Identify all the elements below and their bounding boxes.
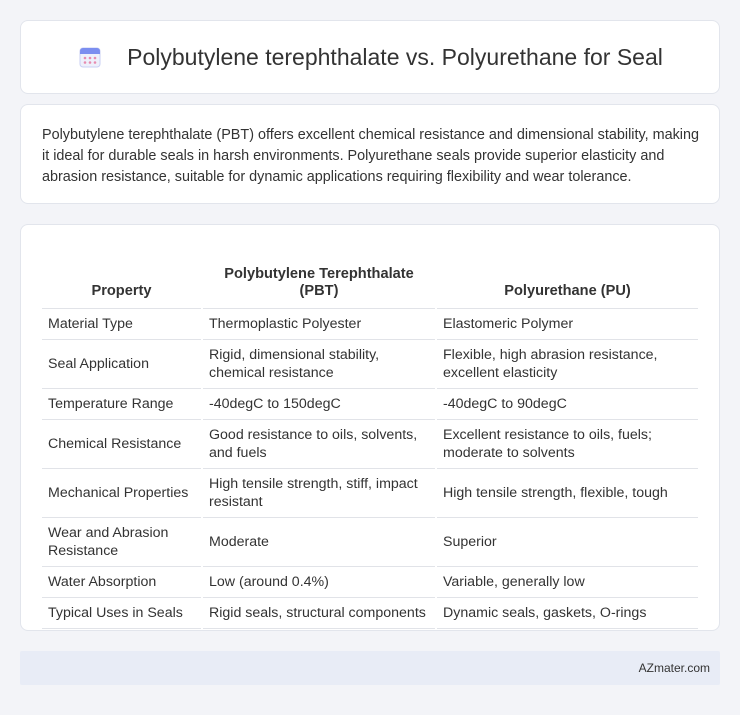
pbt-cell: Rigid, dimensional stability, chemical resistance xyxy=(202,339,436,388)
intro-paragraph: Polybutylene terephthalate (PBT) offers excellent chemical resistance and dimensional stability, making it ideal for durable seals in harsh environments. Polyurethane seals provide superior elasticity and abrasion resistance, suitable for dynamic applications requiring flexibility and wear tolerance. xyxy=(42,127,699,185)
pu-cell: Dynamic seals, gaskets, O-rings xyxy=(436,597,698,628)
pu-cell: Superior xyxy=(436,517,698,566)
footer-brand: AZmater.com xyxy=(638,661,710,675)
pbt-cell: High tensile strength, stiff, impact resistant xyxy=(202,468,436,517)
pbt-cell: Good resistance to oils, solvents, and fuels xyxy=(202,419,436,468)
table-row xyxy=(42,566,698,597)
table-row xyxy=(42,388,698,419)
table-row xyxy=(42,517,698,566)
property-cell: Chemical Resistance xyxy=(42,419,202,468)
pbt-cell: Low (around 0.4%) xyxy=(202,566,436,597)
pu-cell: High tensile strength, flexible, tough xyxy=(436,468,698,517)
table-row xyxy=(42,419,698,468)
table-row xyxy=(42,308,698,339)
pu-cell: Elastomeric Polymer xyxy=(436,308,698,339)
pu-cell: Variable, generally low xyxy=(436,566,698,597)
pu-cell: Excellent resistance to oils, fuels; moderate to solvents xyxy=(436,419,698,468)
property-cell: Material Type xyxy=(42,308,202,339)
pbt-cell: Thermoplastic Polyester xyxy=(202,308,436,339)
property-cell: Wear and Abrasion Resistance xyxy=(42,517,202,566)
column-header-pu: Polyurethane (PU) xyxy=(436,245,698,308)
comparison-table-card xyxy=(20,224,720,631)
table-row xyxy=(42,468,698,517)
table-row xyxy=(42,597,698,628)
table-row xyxy=(42,339,698,388)
page-title: Polybutylene terephthalate vs. Polyurethane for Seal xyxy=(127,43,663,70)
pbt-cell: -40degC to 150degC xyxy=(202,388,436,419)
table-header-row xyxy=(42,245,698,308)
pbt-cell: Moderate xyxy=(202,517,436,566)
property-cell: Mechanical Properties xyxy=(42,468,202,517)
pu-cell: Flexible, high abrasion resistance, excellent elasticity xyxy=(436,339,698,388)
property-cell: Seal Application xyxy=(42,339,202,388)
column-header-property: Property xyxy=(42,245,202,308)
property-cell: Water Absorption xyxy=(42,566,202,597)
column-header-pbt: Polybutylene Terephthalate (PBT) xyxy=(202,245,436,308)
footer-bar xyxy=(20,651,720,685)
title-card xyxy=(20,20,720,94)
comparison-table xyxy=(42,245,698,629)
property-cell: Temperature Range xyxy=(42,388,202,419)
pu-cell: -40degC to 90degC xyxy=(436,388,698,419)
intro-card xyxy=(20,104,720,204)
calendar-icon xyxy=(77,44,103,70)
pbt-cell: Rigid seals, structural components xyxy=(202,597,436,628)
property-cell: Typical Uses in Seals xyxy=(42,597,202,628)
